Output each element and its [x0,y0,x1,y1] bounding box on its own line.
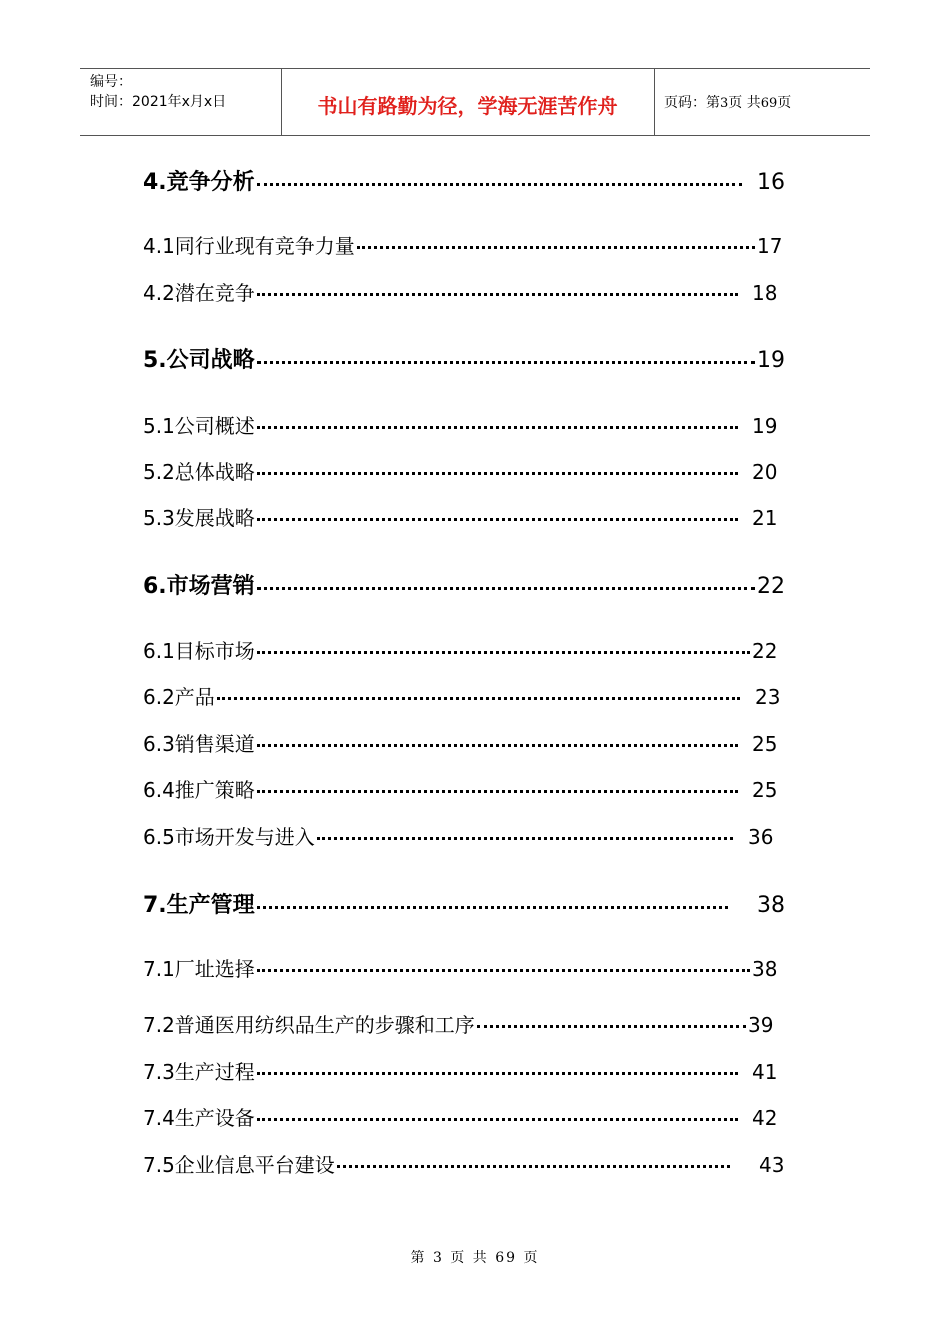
toc-entry-title: 6.1目标市场 [143,639,255,663]
toc-entry-page: 22 [757,574,785,599]
toc-entry-page: 42 [752,1106,778,1130]
toc-subsection-entry[interactable] [143,641,782,661]
toc-entry-title: 7.5企业信息平台建设 [143,1153,335,1177]
toc-entry-title: 6.5市场开发与进入 [143,825,315,849]
toc-section-entry[interactable] [143,172,787,194]
toc-entry-page: 25 [752,732,778,756]
toc-leader-dots [257,906,728,909]
toc-subsection-entry[interactable] [143,1062,782,1082]
toc-leader-dots [257,1072,738,1075]
toc-leader-dots [257,472,738,475]
toc-section-entry[interactable] [143,576,787,598]
toc-entry-title: 5.1公司概述 [143,414,255,438]
toc-leader-dots [257,969,750,972]
toc-entry-title: 5.3发展战略 [143,506,255,530]
toc-subsection-entry[interactable] [143,283,782,303]
header-page-number: 3 [720,96,729,111]
toc-leader-dots [257,790,738,793]
toc-entry-page: 43 [759,1153,785,1177]
toc-leader-dots [257,426,738,429]
toc-entry-title: 7.4生产设备 [143,1106,255,1130]
toc-entry-page: 17 [757,234,783,258]
toc-entry-title: 4.竞争分析 [143,170,255,195]
toc-entry-page: 22 [752,639,778,663]
toc-subsection-entry[interactable] [143,416,782,436]
toc-leader-dots [257,293,738,296]
toc-leader-dots [217,697,740,700]
toc-leader-dots [477,1025,746,1028]
toc-leader-dots [337,1165,730,1168]
toc-subsection-entry[interactable] [143,687,785,707]
toc-entry-title: 6.市场营销 [143,574,255,599]
toc-subsection-entry[interactable] [143,780,782,800]
toc-entry-page: 18 [752,281,778,305]
toc-entry-title: 4.1同行业现有竞争力量 [143,234,355,258]
toc-leader-dots [257,587,755,590]
toc-entry-title: 5.公司战略 [143,348,255,373]
toc-entry-page: 19 [752,414,778,438]
header-motto: 书山有路勤为径，学海无涯苦作舟 [317,94,618,118]
toc-subsection-entry[interactable] [143,1108,782,1128]
toc-leader-dots [257,361,755,364]
toc-entry-page: 38 [752,957,778,981]
toc-leader-dots [317,837,733,840]
toc-entry-title: 4.2潜在竞争 [143,281,255,305]
toc-section-entry[interactable] [143,895,787,917]
toc-subsection-entry[interactable] [143,1155,789,1175]
toc-entry-title: 7.3生产过程 [143,1060,255,1084]
page-footer: 第 3 页 共 69 页 [410,1250,540,1266]
toc-section-entry[interactable] [143,350,787,372]
toc-leader-dots [257,518,738,521]
toc-leader-dots [257,744,738,747]
header-total-pages: 69 [760,96,778,111]
toc-leader-dots [257,1118,738,1121]
toc-entry-title: 6.4推广策略 [143,778,255,802]
header-page-prefix: 页码：第 [664,95,720,111]
header-number-label: 编号： [90,74,132,90]
toc-entry-page: 39 [748,1013,774,1037]
toc-entry-page: 19 [757,348,785,373]
toc-subsection-entry[interactable] [143,462,782,482]
toc-entry-page: 38 [757,893,785,918]
toc-entry-title: 7.1厂址选择 [143,957,255,981]
toc-subsection-entry[interactable] [143,236,787,256]
toc-entry-title: 7.2普通医用纺织品生产的步骤和工序 [143,1013,475,1037]
header-time-label: 时间：2021年x月x日 [90,94,227,110]
toc-entry-page: 41 [752,1060,778,1084]
toc-entry-title: 7.生产管理 [143,893,255,918]
toc-entry-title: 5.2总体战略 [143,460,255,484]
header-page-suffix: 页 [777,95,792,111]
toc-entry-page: 16 [757,170,785,195]
toc-entry-page: 21 [752,506,778,530]
toc-leader-dots [257,651,750,654]
toc-entry-page: 36 [748,825,774,849]
toc-entry-page: 20 [752,460,778,484]
toc-leader-dots [357,246,755,249]
toc-subsection-entry[interactable] [143,508,782,528]
toc-subsection-entry[interactable] [143,1015,778,1035]
toc-entry-page: 25 [752,778,778,802]
toc-subsection-entry[interactable] [143,734,782,754]
toc-leader-dots [257,183,742,186]
toc-subsection-entry[interactable] [143,827,778,847]
toc-entry-page: 23 [755,685,781,709]
toc-entry-title: 6.3销售渠道 [143,732,255,756]
toc-subsection-entry[interactable] [143,959,782,979]
header-page-mid: 页 共 [728,95,761,111]
toc-entry-title: 6.2产品 [143,685,215,709]
